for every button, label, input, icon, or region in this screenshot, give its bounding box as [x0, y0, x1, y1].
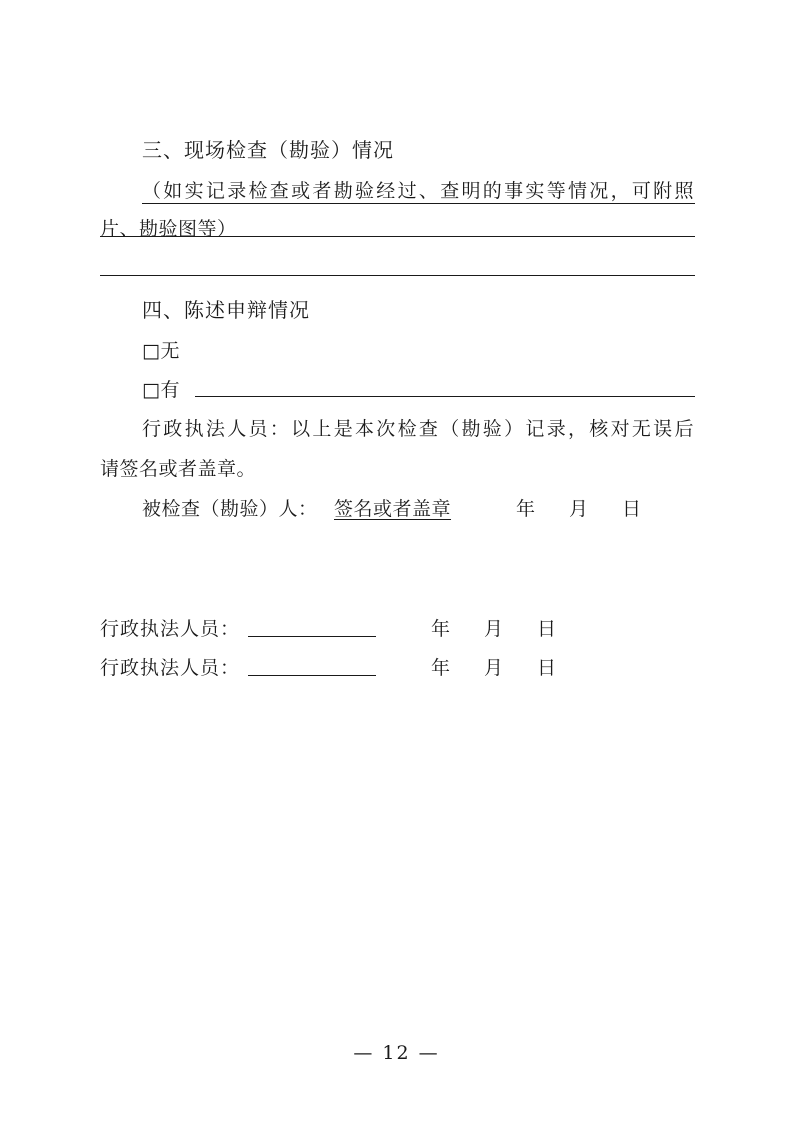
statement-line[interactable]	[195, 396, 695, 397]
inspected-party-label: 被检查（勘验）人：	[142, 498, 318, 520]
officer-1-signature-line[interactable]	[248, 636, 376, 637]
instruction-underline-1	[142, 203, 695, 204]
option-none-checkbox[interactable]: □无	[142, 340, 180, 362]
record-line-2[interactable]	[100, 275, 695, 276]
confirmation-line-1: 行政执法人员：以上是本次检查（勘验）记录，核对无误后	[142, 418, 694, 440]
confirmation-line-2: 请签名或者盖章。	[100, 458, 257, 480]
page-number: — 12 —	[353, 1042, 440, 1064]
officer-1-label: 行政执法人员：	[100, 618, 241, 640]
officer-2-day: 日	[537, 657, 557, 679]
section-4-heading: 四、陈述申辩情况	[142, 298, 310, 322]
inspected-party-month: 月	[569, 498, 589, 520]
officer-2-label: 行政执法人员：	[100, 657, 241, 679]
officer-2-year: 年	[431, 657, 451, 679]
officer-1-month: 月	[484, 618, 504, 640]
option-have-checkbox[interactable]: □有	[142, 379, 180, 401]
record-line-1[interactable]	[100, 236, 695, 237]
officer-2-month: 月	[484, 657, 504, 679]
officer-1-year: 年	[431, 618, 451, 640]
officer-2-signature-line[interactable]	[248, 675, 376, 676]
section-3-instruction-line-2: 片、勘验图等）	[100, 218, 237, 240]
section-3-heading: 三、现场检查（勘验）情况	[142, 138, 394, 162]
section-3-instruction-line-1: （如实记录检查或者勘验经过、查明的事实等情况，可附照	[142, 180, 694, 202]
inspected-party-year: 年	[516, 498, 536, 520]
inspected-party-signature-field[interactable]: 签名或者盖章	[334, 498, 452, 520]
officer-1-day: 日	[537, 618, 557, 640]
inspected-party-day: 日	[622, 498, 642, 520]
